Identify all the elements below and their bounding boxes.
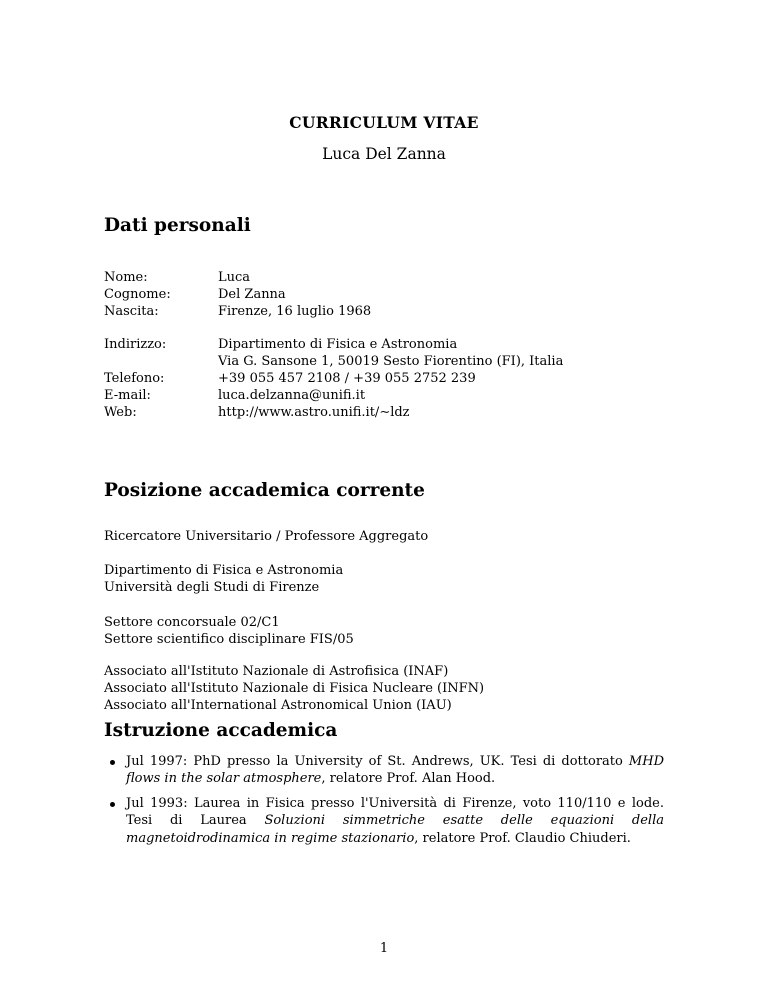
section-heading-personal: Dati personali [104,215,251,236]
detail-row [104,370,664,387]
document-title: CURRICULUM VITAE [289,113,479,132]
list-item [104,795,664,846]
detail-label: Nome: [104,270,148,285]
detail-label: Telefono: [104,371,165,386]
detail-label: Indirizzo: [104,337,167,352]
detail-label: Nascita: [104,304,159,319]
text-line: Associato all'International Astronomical Union (IAU) [104,698,452,713]
text-line: Associato all'Istituto Nazionale di Astrofisica (INAF) [104,664,449,679]
affiliations-paragraph [104,663,664,714]
position-title-paragraph [104,528,664,545]
contact-details-block [104,336,664,421]
detail-value: Luca [218,270,251,285]
section-heading-education: Istruzione accademica [104,720,338,741]
sector-paragraph [104,614,664,648]
detail-row [104,336,664,353]
text-line: Settore concorsuale 02/C1 [104,615,280,630]
department-paragraph [104,562,664,596]
text-line: Dipartimento di Fisica e Astronomia [104,563,344,578]
thesis-title: Soluzioni simmetriche esatte delle equazioni della magnetoidrodinamica in regime stazionario [126,813,664,846]
list-item [104,753,664,787]
detail-value: +39 055 457 2108 / +39 055 2752 239 [218,371,476,386]
detail-value: Firenze, 16 luglio 1968 [218,304,372,319]
detail-row [104,387,664,404]
web-value: http://www.astro.unifi.it/∼ldz [218,405,410,420]
detail-label: Cognome: [104,287,171,302]
detail-label: Web: [104,405,137,420]
education-list [104,753,664,855]
detail-row [104,303,664,320]
email-value: luca.delzanna@unifi.it [218,388,366,403]
detail-value: Del Zanna [218,287,286,302]
personal-details-block [104,269,664,320]
detail-label [104,353,218,370]
section-heading-position: Posizione accademica corrente [104,480,425,501]
text-line: Università degli Studi di Firenze [104,580,320,595]
detail-value: Dipartimento di Fisica e Astronomia [218,337,458,352]
detail-row [104,286,664,303]
text-line: Settore scientifico disciplinare FIS/05 [104,632,354,647]
detail-label: E-mail: [104,388,151,403]
item-text: , relatore Prof. Alan Hood. [321,771,496,787]
detail-row [104,269,664,286]
author-name: Luca Del Zanna [322,145,446,163]
item-text: Jul 1997: PhD presso la University of St. Andrews, UK. Tesi di dottorato [126,754,629,769]
detail-value: Via G. Sansone 1, 50019 Sesto Fiorentino (FI), Italia [218,354,564,369]
text-line: Ricercatore Universitario / Professore Aggregato [104,529,429,544]
item-text: Jul 1993: Laurea in Fisica presso l'Università di Firenze, voto 110/110 e lode. Tesi di Laurea [126,796,664,829]
detail-row [104,353,664,370]
thesis-title: MHD flows in the solar atmosphere [126,754,664,787]
text-line: Associato all'Istituto Nazionale di Fisica Nucleare (INFN) [104,681,485,696]
page-number: 1 [379,941,389,956]
detail-row [104,404,664,421]
item-text: , relatore Prof. Claudio Chiuderi. [414,830,631,846]
